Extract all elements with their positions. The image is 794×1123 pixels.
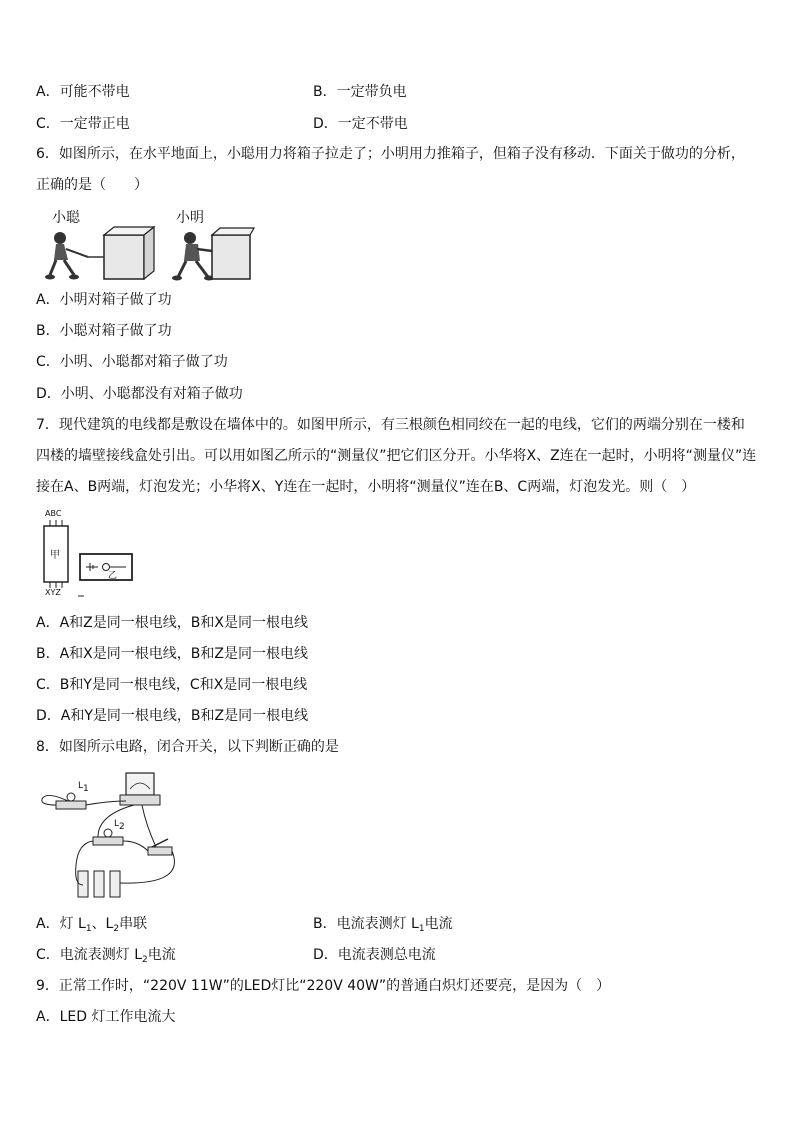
- q6-option-c: C．小明、小聪都对箱子做了功: [36, 354, 228, 370]
- q7-stem: 7．现代建筑的电线都是敷设在墙体中的。如图甲所示，有三根颜色相同绞在一起的电线，它们的两端分别在一楼和四楼的墙壁接线盒处引出。可以用如图乙所示的“测量仪”把它们区分开。小华将X、Z连在一起时，小明将“测量仪”连接在A、B两端，灯泡发光；小华将X、Y连在一起时，小明将“测量仪”连在B、C两端，灯泡发光。则（ ）: [36, 417, 757, 495]
- q8-figure-l1-label: $L_1$: [78, 781, 89, 794]
- q7-option-a: A．A和Z是同一根电线，B和X是同一根电线: [36, 615, 308, 631]
- q7-option-d: D．A和Y是同一根电线，B和Z是同一根电线: [36, 708, 309, 724]
- q5-option-c: C．一定带正电: [36, 116, 130, 132]
- q8-stem: 8．如图所示电路，闭合开关，以下判断正确的是: [36, 739, 339, 755]
- q9-option-a: A．LED 灯工作电流大: [36, 1009, 176, 1025]
- q8-option-a: A．灯 $L_1$、$L_2$串联: [36, 916, 148, 934]
- q6-figure-label-left: 小聪: [52, 210, 80, 226]
- q7-figure-top-label: ABC: [45, 509, 62, 518]
- q5-option-a: A．可能不带电: [36, 84, 130, 100]
- pull-push-box-illustration: [40, 205, 255, 285]
- q8-option-d: D．电流表测总电流: [313, 947, 436, 963]
- q8-option-b: B．电流表测灯 $L_1$电流: [313, 916, 453, 934]
- q8-option-c: C．电流表测灯 $L_2$电流: [36, 947, 176, 965]
- circuit-illustration: [38, 765, 188, 905]
- q8-figure: [38, 765, 188, 905]
- q6-option-d: D．小明、小聪都没有对箱子做功: [36, 386, 243, 402]
- q5-option-d: D．一定不带电: [313, 116, 408, 132]
- q6-stem: 6．如图所示，在水平地面上，小聪用力将箱子拉走了；小明用力推箱子，但箱子没有移动．下面关于做功的分析，正确的是（ ）: [36, 146, 745, 193]
- q7-figure-jia-label: 甲: [50, 550, 60, 561]
- q5-option-b: B．一定带负电: [313, 84, 407, 100]
- q7-figure-yi-label: 乙: [108, 571, 118, 581]
- q6-figure-label-right: 小明: [176, 210, 204, 226]
- q7-option-b: B．A和X是同一根电线，B和Z是同一根电线: [36, 646, 308, 662]
- q6-figure: [40, 205, 255, 285]
- q7-figure: [38, 510, 143, 600]
- q7-option-c: C．B和Y是同一根电线，C和X是同一根电线: [36, 677, 308, 693]
- q8-figure-l2-label: $L_2$: [114, 819, 125, 832]
- q6-option-a: A．小明对箱子做了功: [36, 292, 172, 308]
- q6-option-b: B．小聪对箱子做了功: [36, 323, 172, 339]
- q7-figure-bottom-label: XYZ: [45, 588, 61, 597]
- q9-stem: 9．正常工作时，“220V 11W”的LED灯比“220V 40W”的普通白炽灯还要亮，是因为（ ）: [36, 978, 611, 994]
